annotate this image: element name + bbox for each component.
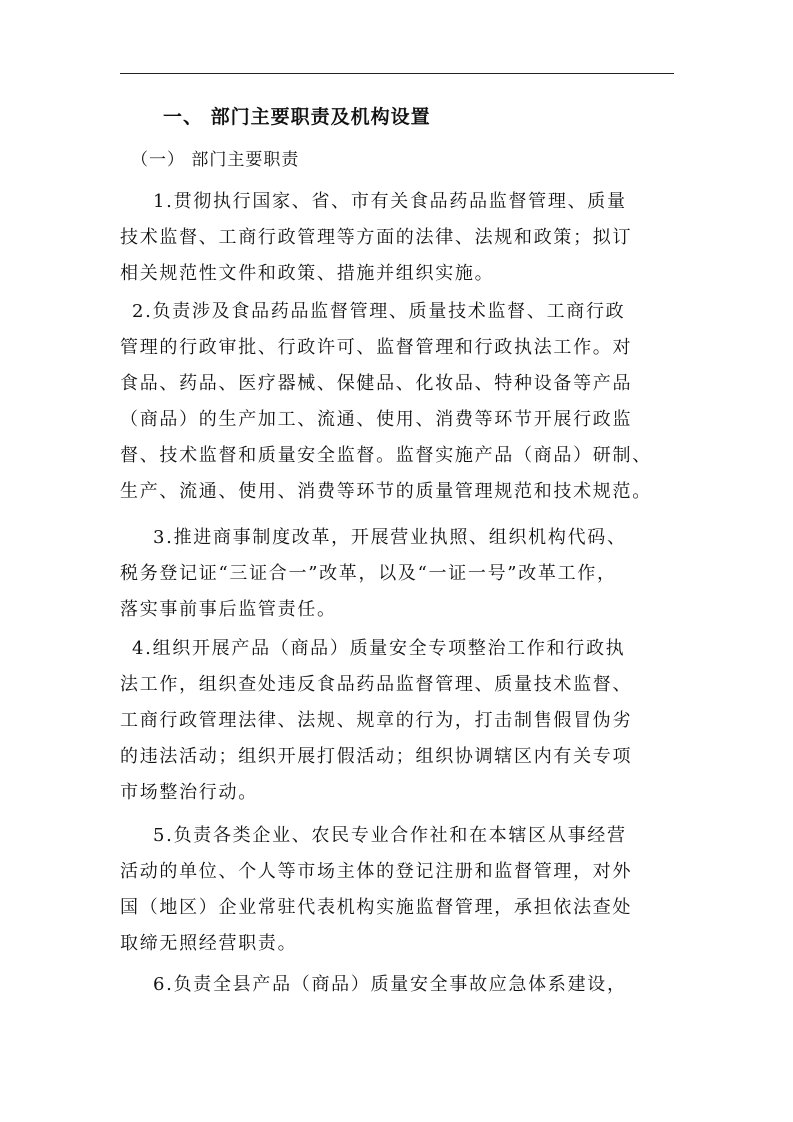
paragraph-line: （商品）的生产加工、流通、使用、消费等环节开展行政监 [120, 409, 633, 430]
paragraph-5 [120, 818, 632, 962]
paragraph-line: 相关规范性文件和政策、措施并组织实施。 [120, 263, 495, 284]
paragraph-line: 技术监督、工商行政管理等方面的法律、法规和政策；拟订 [120, 227, 633, 248]
section-heading: 一、 部门主要职责及机构设置 [163, 106, 431, 128]
paragraph-line: 落实事前事后监管责任。 [120, 599, 337, 620]
paragraph-line: 3.推进商事制度改革，开展营业执照、组织机构代码、 [153, 527, 627, 548]
paragraph-6 [120, 967, 627, 1003]
paragraph-line: 国（地区）企业常驻代表机构实施监督管理，承担依法查处 [120, 897, 633, 918]
paragraph-line: 2.负责涉及食品药品监督管理、质量技术监督、工商行政 [132, 301, 626, 322]
header-rule [120, 73, 674, 74]
paragraph-line: 6.负责全县产品（商品）质量安全事故应急体系建设， [153, 974, 627, 995]
paragraph-line: 5.负责各类企业、农民专业合作社和在本辖区从事经营 [153, 825, 627, 846]
paragraph-line: 1.贯彻执行国家、省、市有关食品药品监督管理、质量 [153, 191, 627, 212]
paragraph-2 [120, 294, 652, 510]
subsection-heading: （一） 部门主要职责 [131, 150, 300, 170]
paragraph-line: 取缔无照经营职责。 [120, 933, 298, 954]
paragraph-line: 生产、流通、使用、消费等环节的质量管理规范和技术规范。 [120, 481, 652, 502]
paragraph-line: 4.组织开展产品（商品）质量安全专项整治工作和行政执 [132, 638, 626, 659]
paragraph-line: 工商行政管理法律、法规、规章的行为，打击制售假冒伪劣 [120, 710, 633, 731]
paragraph-line: 管理的行政审批、行政许可、监督管理和行政执法工作。对 [120, 337, 633, 358]
paragraph-line: 法工作，组织查处违反食品药品监督管理、质量技术监督、 [120, 674, 633, 695]
paragraph-line: 市场整治行动。 [120, 782, 258, 803]
paragraph-1 [120, 184, 632, 292]
paragraph-3 [120, 520, 627, 628]
paragraph-line: 的违法活动；组织开展打假活动；组织协调辖区内有关专项 [120, 746, 633, 767]
paragraph-line: 税务登记证“三证合一”改革，以及“一证一号”改革工作， [120, 563, 617, 584]
paragraph-line: 食品、药品、医疗器械、保健品、化妆品、特种设备等产品 [120, 373, 633, 394]
paragraph-4 [120, 631, 632, 811]
paragraph-line: 活动的单位、个人等市场主体的登记注册和监督管理，对外 [120, 861, 633, 882]
paragraph-line: 督、技术监督和质量安全监督。监督实施产品（商品）研制、 [120, 445, 652, 466]
